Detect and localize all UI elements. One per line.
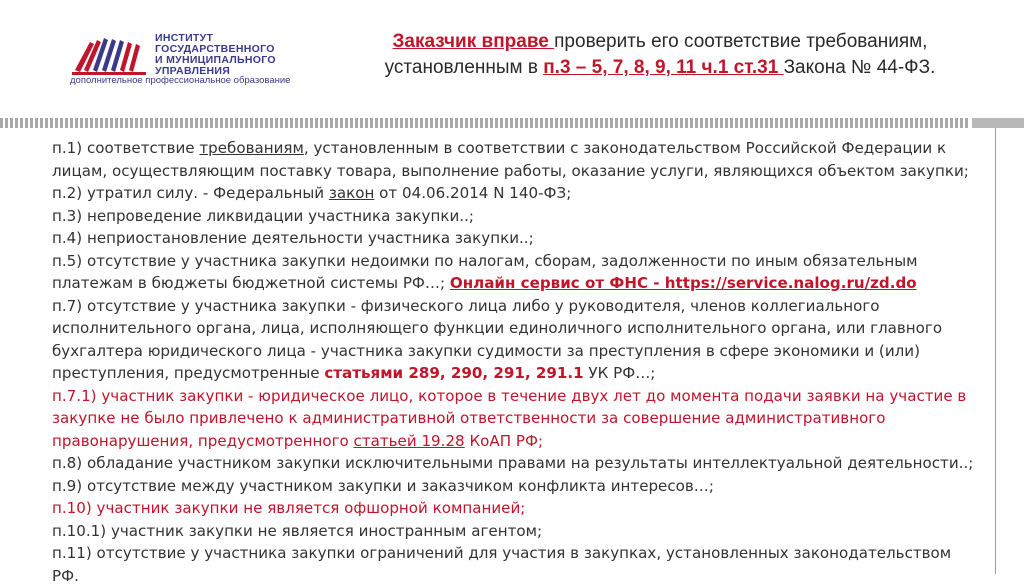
title-lead: Заказчик вправе	[392, 31, 555, 52]
list-item: п.2) утратил силу. - Федеральный закон от 04.06.2014 N 140-ФЗ;	[52, 184, 572, 202]
logo-line: УПРАВЛЕНИЯ	[155, 65, 231, 77]
title-tail: Закона № 44-ФЗ.	[783, 57, 936, 78]
list-item: п.8) обладание участником закупки исключительными правами на результаты интеллектуальной деятельности..;	[52, 454, 974, 472]
requirements-link[interactable]: требованиям	[199, 139, 304, 157]
list-item: п.9) отсутствие между участником закупки и заказчиком конфликта интересов…;	[52, 476, 714, 495]
law-link[interactable]: закон	[328, 184, 375, 202]
title-ref: п.3 – 5, 7, 8, 9, 11 ч.1 ст.31	[543, 57, 784, 78]
book-logo-icon	[70, 30, 160, 80]
logo-subtitle: дополнительное профессиональное образование	[70, 75, 291, 86]
vertical-rule	[995, 128, 996, 574]
fns-service-link[interactable]: Онлайн сервис от ФНС - https://service.nalog.ru/zd.do	[449, 274, 917, 292]
list-item: п.3) непроведение ликвидации участника закупки..;	[52, 206, 474, 225]
list-item: п.1) соответствие требованиям, установленным в соответствии с законодательством Российской Федерации к лицам, осуществляющим поставку товара, выполнение работы, оказание услуги, являющихся объектом закупки;	[52, 139, 969, 180]
logo-line: И МУНИЦИПАЛЬНОГО	[155, 54, 276, 66]
divider-bar-end	[972, 118, 1024, 128]
list-item: п.10) участник закупки не является офшорной компанией;	[52, 499, 526, 517]
list-item: п.4) неприостановление деятельности участника закупки..;	[52, 229, 534, 247]
logo-name	[155, 33, 276, 77]
slide-header	[0, 0, 1024, 112]
list-item: п.7.1) участник закупки - юридическое лицо, которое в течение двух лет до момента подачи заявки на участие в закупке не было привлечено к административной ответственности за совершение административного правонарушения, предусмотренного статьей 19.28 КоАП РФ;	[52, 386, 967, 450]
slide-body	[52, 137, 982, 587]
list-item: п.7) отсутствие у участника закупки - физического лица либо у руководителя, членов коллегиального исполнительного органа, лица, исполняющего функции единоличного исполнительного органа, или главного бухгалтера юридического лица - участника закупки судимости за преступления в сфере экономики и (или) преступления, предусмотренные статьями 289, 290, 291, 291.1 УК РФ…;	[52, 296, 943, 382]
list-item: п.10.1) участник закупки не является иностранным агентом;	[52, 521, 543, 540]
criminal-code-articles: статьями 289, 290, 291, 291.1	[324, 364, 584, 382]
divider-bar	[0, 118, 970, 128]
logo-line: ГОСУДАРСТВЕННОГО	[155, 43, 275, 55]
list-item: п.11) отсутствие у участника закупки ограничений для участия в закупках, установленных законодательством РФ.	[52, 544, 952, 585]
list-item: п.5) отсутствие у участника закупки недоимки по налогам, сборам, задолженности по иным обязательным платежам в бюджеты бюджетной системы РФ…; Онлайн сервис от ФНС - https://service.nalog.ru/zd.do	[52, 251, 918, 292]
title-middle: проверить его соответствие требованиям, установленным в	[384, 31, 928, 78]
koap-article-link[interactable]: статьей 19.28	[353, 431, 465, 450]
slide-title	[340, 29, 980, 81]
logo-line: ИНСТИТУТ	[155, 32, 214, 44]
